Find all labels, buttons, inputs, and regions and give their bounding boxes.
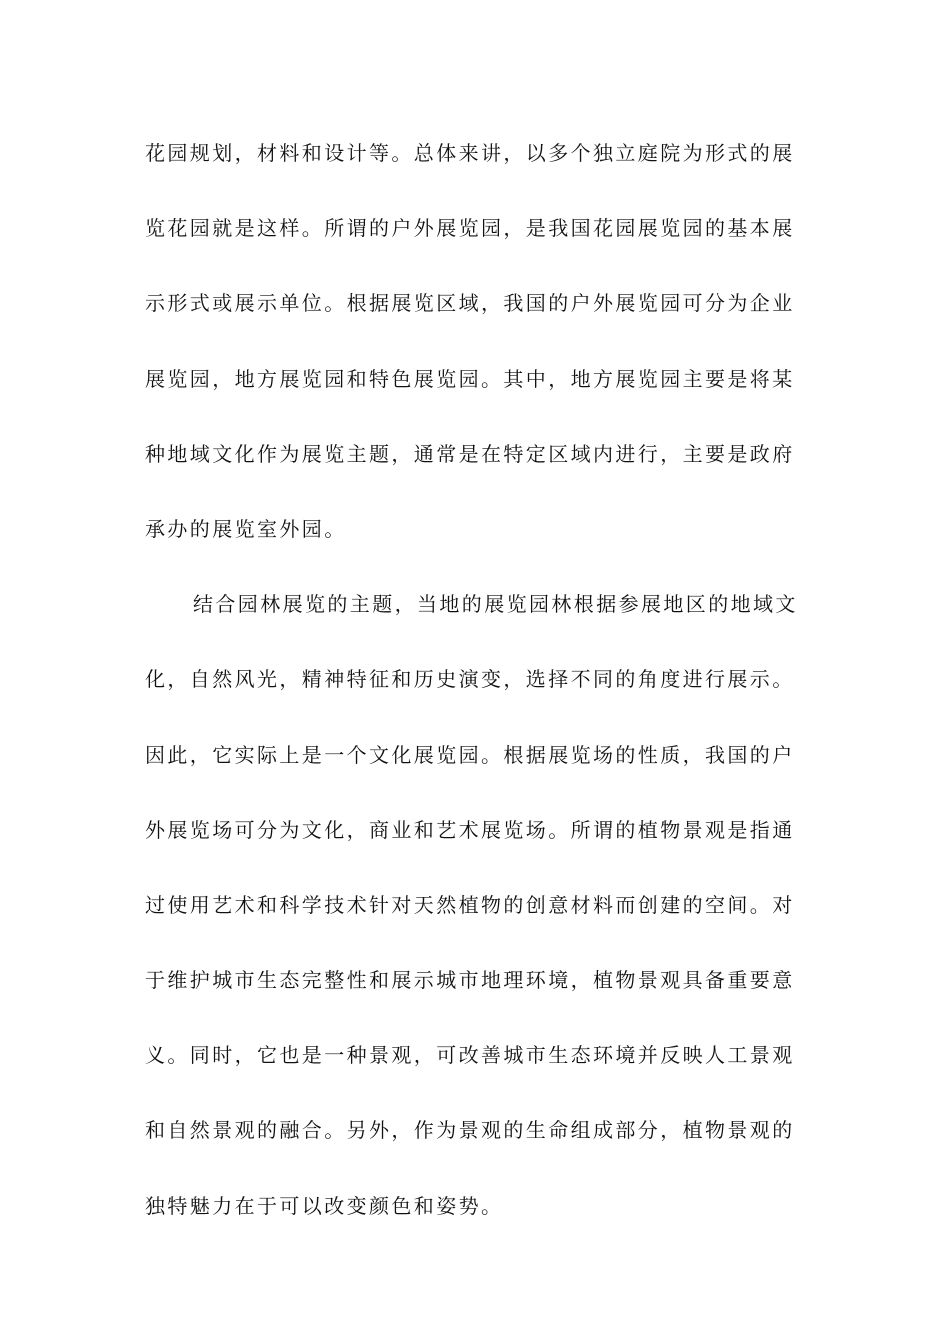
text-line: 独特魅力在于可以改变颜色和姿势。	[145, 1193, 504, 1218]
text-line: 展览园，地方展览园和特色展览园。其中，地方展览园主要是将某	[145, 366, 795, 391]
paragraph-2	[145, 584, 807, 1261]
paragraph-1	[145, 133, 807, 584]
text-line: 因此，它实际上是一个文化展览园。根据展览场的性质，我国的户	[145, 742, 795, 767]
text-line: 花园规划，材料和设计等。总体来讲，以多个独立庭院为形式的展	[145, 141, 795, 165]
text-line: 于维护城市生态完整性和展示城市地理环境，植物景观具备重要意	[145, 968, 795, 993]
text-line: 化，自然风光，精神特征和历史演变，选择不同的角度进行展示。	[145, 667, 795, 692]
text-line-indented: 结合园林展览的主题，当地的展览园林根据参展地区的地域文	[193, 592, 798, 617]
text-line: 和自然景观的融合。另外，作为景观的生命组成部分，植物景观的	[145, 1118, 795, 1143]
text-line: 义。同时，它也是一种景观，可改善城市生态环境并反映人工景观	[145, 1043, 795, 1068]
text-line: 览花园就是这样。所谓的户外展览园，是我国花园展览园的基本展	[145, 216, 795, 241]
text-line: 种地域文化作为展览主题，通常是在特定区域内进行，主要是政府	[145, 441, 795, 466]
text-line: 过使用艺术和科学技术针对天然植物的创意材料而创建的空间。对	[145, 892, 795, 917]
document-body	[145, 133, 807, 1261]
text-line: 示形式或展示单位。根据展览区域，我国的户外展览园可分为企业	[145, 291, 795, 316]
text-line: 外展览场可分为文化，商业和艺术展览场。所谓的植物景观是指通	[145, 817, 795, 842]
text-line: 承办的展览室外园。	[145, 516, 347, 541]
